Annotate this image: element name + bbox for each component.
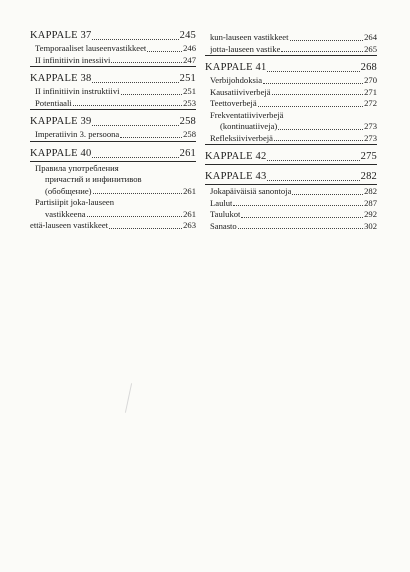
entry-title: Laulut: [210, 197, 233, 208]
entry-title: Temporaaliset lauseenvastikkeet: [35, 43, 147, 53]
entry-last-line: [35, 209, 196, 221]
entry-title: Verbijohdoksia: [210, 75, 263, 85]
toc-entry-multiline: [205, 110, 377, 133]
chapter-heading: [30, 147, 196, 161]
page-number: 271: [364, 86, 377, 97]
toc-left-column: [30, 29, 196, 232]
chapter-title: KAPPALE 40: [30, 147, 92, 159]
dot-leader: [290, 39, 364, 41]
dot-leader: [121, 93, 183, 95]
dot-leader: [111, 61, 182, 63]
chapter-title: KAPPALE 43: [205, 171, 267, 182]
chapter-heading: [30, 115, 196, 129]
page-number: 292: [364, 209, 377, 219]
toc-entry: [205, 221, 377, 233]
toc-entry: [205, 44, 377, 56]
entry-title: kun-lauseen vastikkeet: [210, 32, 289, 42]
entry-title-line: (kontinuatiiveja): [220, 121, 278, 131]
dot-leader: [281, 50, 363, 52]
chapter-heading: [205, 150, 377, 164]
entry-title-line: Правила употребления: [35, 162, 119, 173]
page-number: 258: [179, 116, 196, 127]
entry-title-line: (обобщение): [45, 185, 92, 196]
dot-leader: [292, 193, 363, 195]
page-number: 275: [360, 151, 377, 162]
toc-entry: [30, 43, 196, 55]
dot-leader: [258, 105, 363, 107]
toc-entry-multiline: [30, 197, 196, 220]
page-number: 263: [183, 220, 196, 230]
page-number: 273: [364, 121, 377, 131]
dot-leader: [92, 81, 178, 83]
page-number: 261: [183, 185, 196, 196]
page-number: 273: [364, 132, 377, 143]
toc-section: [30, 147, 196, 232]
chapter-title: KAPPALE 41: [205, 62, 267, 73]
chapter-heading: [205, 170, 377, 184]
toc-entry-multiline: [30, 163, 196, 198]
chapter-heading: [30, 29, 196, 43]
page-number: 258: [183, 129, 196, 139]
entry-title-line: vastikkeena: [45, 208, 86, 219]
toc-section: [30, 115, 196, 142]
toc-section: [205, 32, 377, 56]
dot-leader: [274, 139, 363, 141]
page-number: 246: [183, 43, 196, 53]
toc-entry: [205, 75, 377, 87]
page-number: 261: [179, 147, 196, 159]
toc-entry: [205, 133, 377, 145]
dot-leader: [233, 204, 363, 206]
page-number: 253: [183, 97, 196, 108]
entry-title: Jokapäiväisiä sanontoja: [210, 186, 292, 196]
chapter-heading: [30, 72, 196, 86]
dot-leader: [263, 82, 363, 84]
dot-leader: [272, 93, 363, 95]
dot-leader: [278, 128, 363, 130]
page-number: 268: [360, 62, 377, 73]
chapter-heading: [205, 61, 377, 75]
toc-section: [205, 150, 377, 165]
entry-title: Refleksiiviverbejä: [210, 132, 273, 143]
dot-leader: [73, 104, 182, 106]
entry-title: Potentiaali: [35, 97, 72, 108]
page-number: 247: [183, 54, 196, 65]
dot-leader: [87, 215, 183, 217]
dot-leader: [92, 38, 178, 40]
chapter-title: KAPPALE 38: [30, 73, 92, 84]
page-number: 302: [364, 220, 377, 231]
chapter-entries: [30, 161, 196, 232]
page-number: 261: [183, 208, 196, 219]
toc-right-column: [205, 29, 377, 232]
entry-title: II infinitiivin inessiivi: [35, 54, 111, 65]
chapter-title: KAPPALE 39: [30, 116, 92, 127]
page-number: 265: [364, 43, 377, 54]
dot-leader: [241, 216, 363, 218]
pencil-mark: [125, 383, 132, 413]
chapter-entries: [205, 184, 377, 232]
toc-entry: [205, 32, 377, 44]
page-number: 251: [179, 73, 196, 84]
dot-leader: [147, 50, 182, 52]
entry-title: Sanasto: [210, 220, 237, 231]
entry-title: että-lauseen vastikkeet: [30, 220, 109, 230]
page-number: 282: [364, 186, 377, 196]
dot-leader: [92, 156, 178, 158]
page-number: 270: [364, 75, 377, 85]
toc-section: [205, 61, 377, 145]
dot-leader: [109, 227, 182, 229]
entry-title: Teettoverbejä: [210, 98, 257, 108]
dot-leader: [120, 136, 182, 138]
dot-leader: [238, 227, 363, 229]
toc-section: [205, 170, 377, 232]
entry-title: Taulukot: [210, 209, 241, 219]
entry-title-line: причастий и инфинитивов: [45, 174, 142, 184]
toc-entry: [205, 198, 377, 210]
table-of-contents: [30, 29, 377, 232]
entry-title: Imperatiivin 3. persoona: [35, 129, 120, 139]
entry-title-line: Frekventatiiviverbejä: [210, 109, 284, 120]
dot-leader: [267, 179, 359, 181]
page-number: 282: [360, 171, 377, 182]
page-number: 251: [183, 86, 196, 96]
entry-title: II infinitiivin instruktiivi: [35, 86, 120, 96]
entry-last-line: [210, 121, 377, 133]
page-number: 287: [364, 197, 377, 208]
entry-title-line: Partisiipit joka-lauseen: [35, 197, 114, 207]
toc-entry: [205, 87, 377, 99]
toc-entry: [30, 55, 196, 67]
toc-entry: [30, 129, 196, 141]
chapter-title: KAPPALE 37: [30, 30, 92, 41]
toc-entry: [30, 220, 196, 232]
dot-leader: [93, 192, 183, 194]
entry-title: jotta-lauseen vastike: [210, 43, 281, 54]
entry-last-line: [35, 186, 196, 198]
toc-entry: [30, 86, 196, 98]
page-number: 272: [364, 98, 377, 108]
dot-leader: [267, 159, 359, 161]
toc-entry: [205, 209, 377, 221]
toc-entry: [30, 98, 196, 110]
entry-title: Kausatiiviverbejä: [210, 86, 271, 97]
dot-leader: [267, 70, 359, 72]
dot-leader: [92, 124, 178, 126]
page-number: 245: [179, 30, 196, 41]
toc-entry: [205, 98, 377, 110]
chapter-title: KAPPALE 42: [205, 151, 267, 162]
toc-entry: [205, 186, 377, 198]
toc-section: [30, 29, 196, 67]
page-number: 264: [364, 32, 377, 42]
toc-section: [30, 72, 196, 110]
